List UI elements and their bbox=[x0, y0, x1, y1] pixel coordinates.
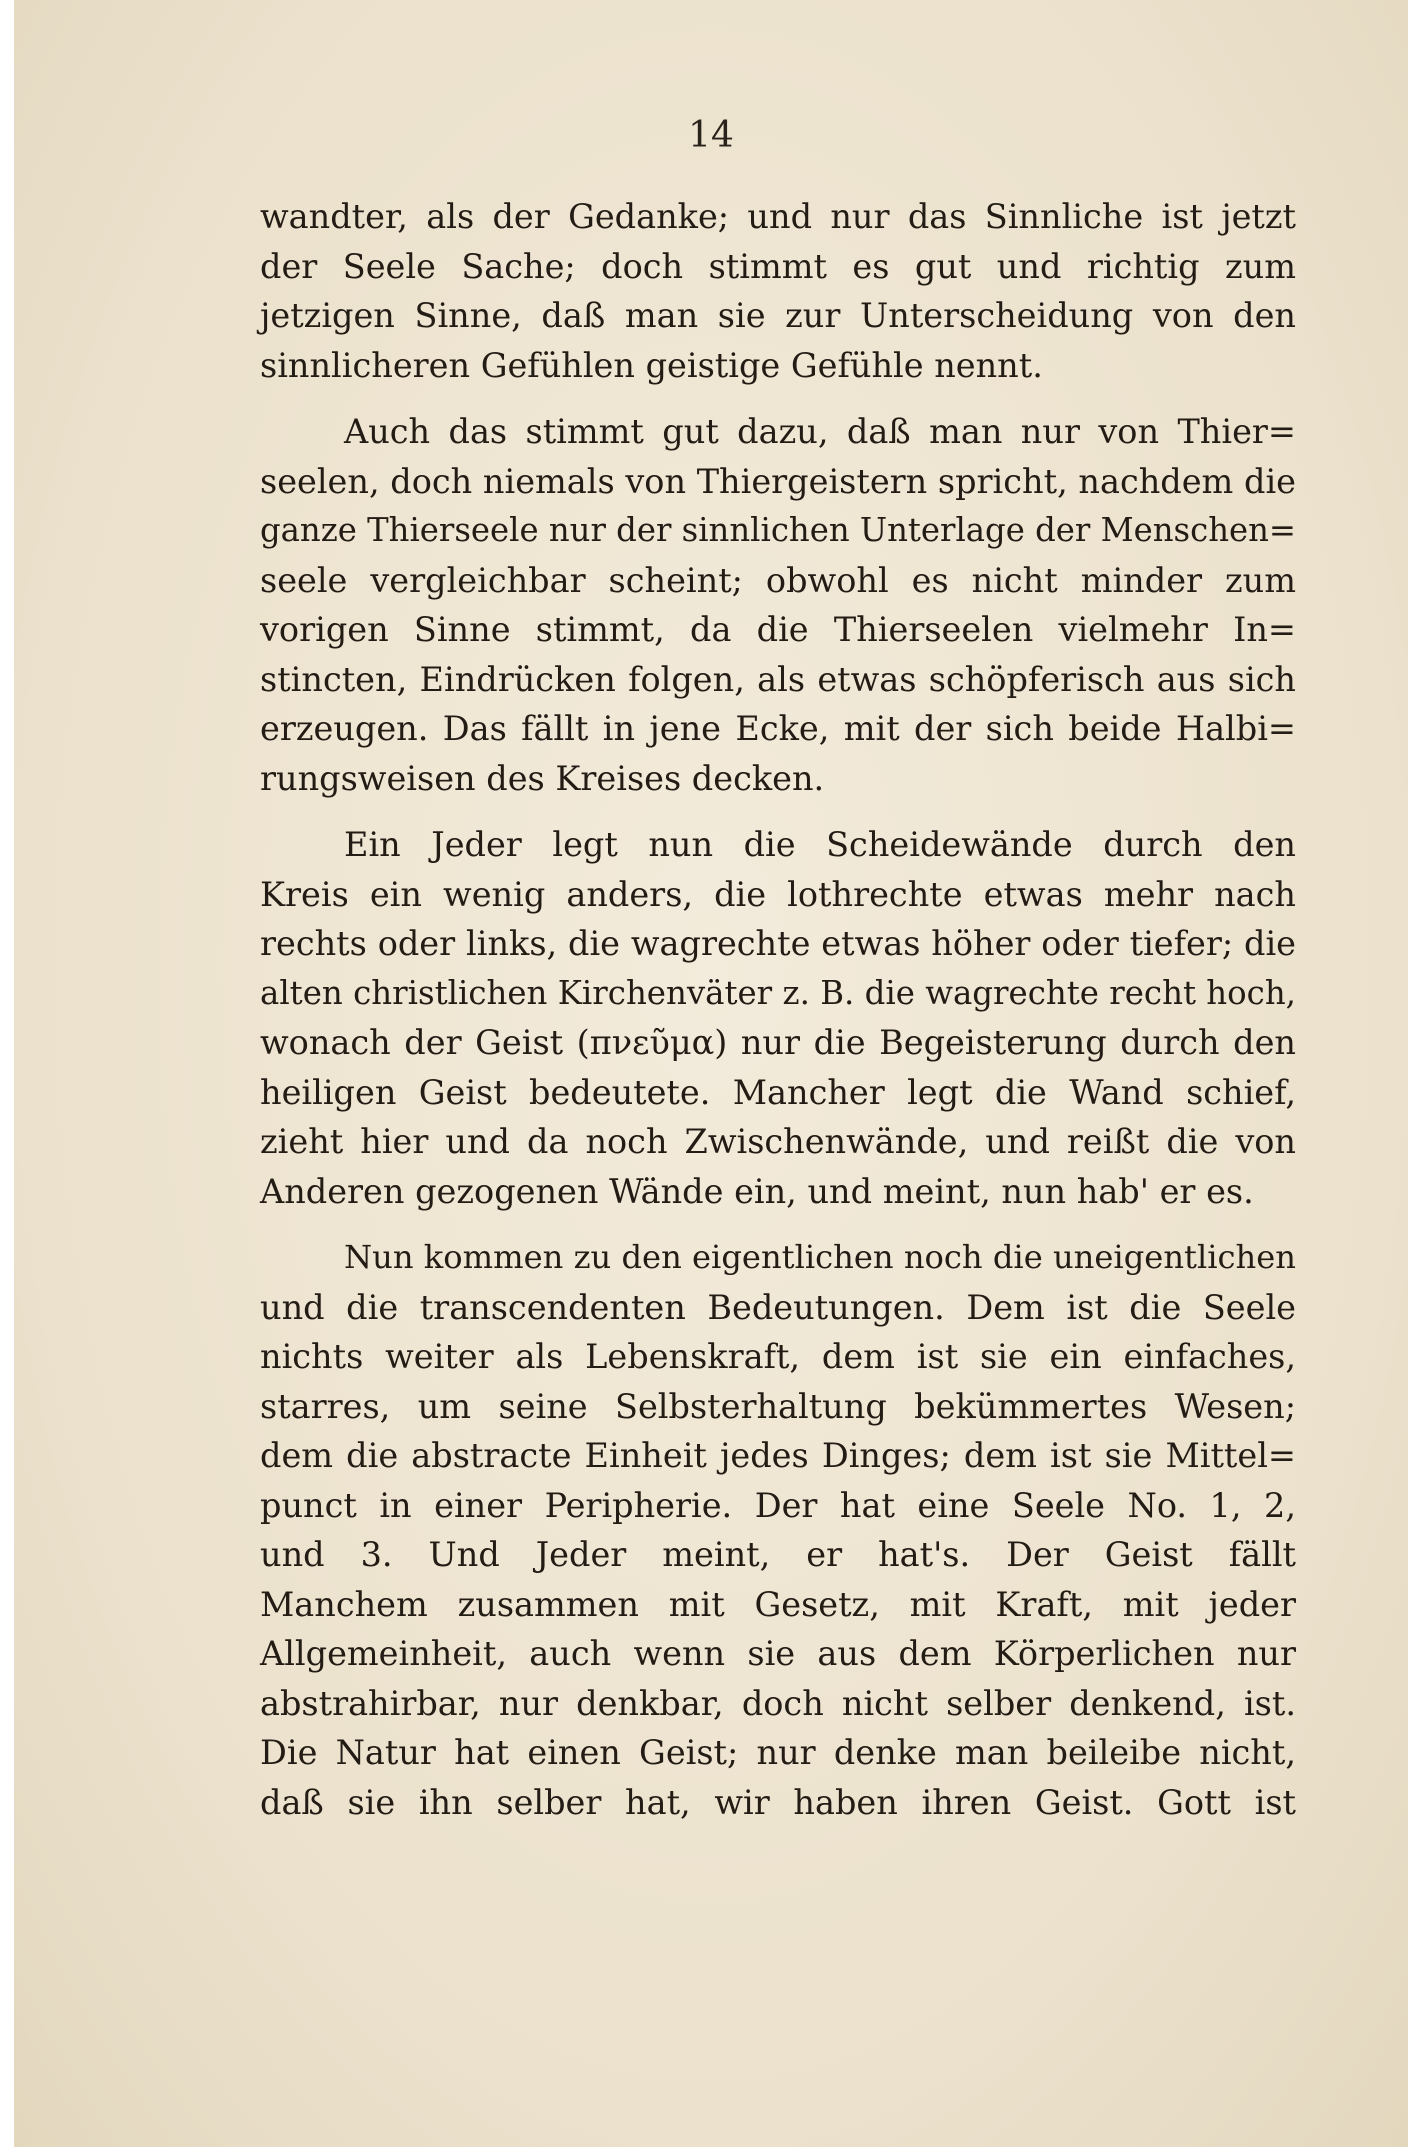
text-line: heiligen Geist bedeutete. Mancher legt die Wand schief, bbox=[260, 1072, 1296, 1112]
text-line: erzeugen. Das fällt in jene Ecke, mit der sich beide Halbi= bbox=[260, 709, 1296, 748]
text-line: dem die abstracte Einheit jedes Dinges; dem ist sie Mittel= bbox=[260, 1436, 1296, 1475]
text-line: Anderen gezogenen Wände ein, und meint, nun hab' er es. bbox=[260, 1171, 1254, 1211]
text-line: wonach der Geist (πνεῦμα) nur die Begeisterung durch den bbox=[260, 1023, 1296, 1062]
text-line: abstrahirbar, nur denkbar, doch nicht selber denkend, ist. bbox=[260, 1683, 1296, 1723]
text-line: Ein Jeder legt nun die Scheidewände durch den bbox=[344, 825, 1296, 864]
text-line: zieht hier und da noch Zwischenwände, und reißt die von bbox=[260, 1122, 1296, 1161]
text-line: jetzigen Sinne, daß man sie zur Unterscheidung von den bbox=[260, 296, 1296, 335]
book-page bbox=[14, 0, 1408, 2147]
text-line: seelen, doch niemals von Thiergeistern spricht, nachdem die bbox=[260, 461, 1296, 501]
text-line: vorigen Sinne stimmt, da die Thierseelen vielmehr In= bbox=[260, 610, 1296, 649]
text-line: punct in einer Peripherie. Der hat eine Seele No. 1, 2, bbox=[260, 1485, 1296, 1525]
body-text bbox=[260, 192, 1296, 1844]
text-line: rungsweisen des Kreises decken. bbox=[260, 758, 825, 798]
text-line: starres, um seine Selbsterhaltung bekümmertes Wesen; bbox=[260, 1386, 1296, 1426]
text-line: ganze Thierseele nur der sinnlichen Unterlage der Menschen= bbox=[260, 511, 1296, 549]
text-line: Allgemeinheit, auch wenn sie aus dem Körperlichen nur bbox=[260, 1634, 1296, 1673]
text-line: Nun kommen zu den eigentlichen noch die uneigentlichen bbox=[344, 1238, 1296, 1276]
text-line: der Seele Sache; doch stimmt es gut und richtig zum bbox=[260, 246, 1296, 286]
text-line: und 3. Und Jeder meint, er hat's. Der Geist fällt bbox=[260, 1535, 1296, 1574]
text-line: stincten, Eindrücken folgen, als etwas schöpferisch aus sich bbox=[260, 659, 1296, 699]
text-line: wandter, als der Gedanke; und nur das Sinnliche ist jetzt bbox=[260, 197, 1296, 236]
text-line: Auch das stimmt gut dazu, daß man nur von Thier= bbox=[344, 412, 1296, 451]
paragraph bbox=[260, 407, 1296, 803]
text-line: rechts oder links, die wagrechte etwas höher oder tiefer; die bbox=[260, 924, 1296, 963]
text-line: und die transcendenten Bedeutungen. Dem ist die Seele bbox=[260, 1287, 1296, 1327]
page-number: 14 bbox=[688, 115, 734, 156]
paragraph bbox=[260, 192, 1296, 390]
text-line: daß sie ihn selber hat, wir haben ihren Geist. Gott ist bbox=[260, 1782, 1296, 1822]
text-line: Kreis ein wenig anders, die lothrechte etwas mehr nach bbox=[260, 874, 1296, 914]
text-line: Manchem zusammen mit Gesetz, mit Kraft, mit jeder bbox=[260, 1584, 1296, 1624]
text-line: sinnlicheren Gefühlen geistige Gefühle nennt. bbox=[260, 345, 1043, 385]
text-line: seele vergleichbar scheint; obwohl es nicht minder zum bbox=[260, 560, 1296, 600]
paragraph bbox=[260, 820, 1296, 1216]
text-line: Die Natur hat einen Geist; nur denke man beileibe nicht, bbox=[260, 1733, 1296, 1772]
paragraph bbox=[260, 1233, 1296, 1827]
text-line: alten christlichen Kirchenväter z. B. die wagrechte recht hoch, bbox=[260, 973, 1296, 1012]
text-line: nichts weiter als Lebenskraft, dem ist sie ein einfaches, bbox=[260, 1337, 1296, 1376]
